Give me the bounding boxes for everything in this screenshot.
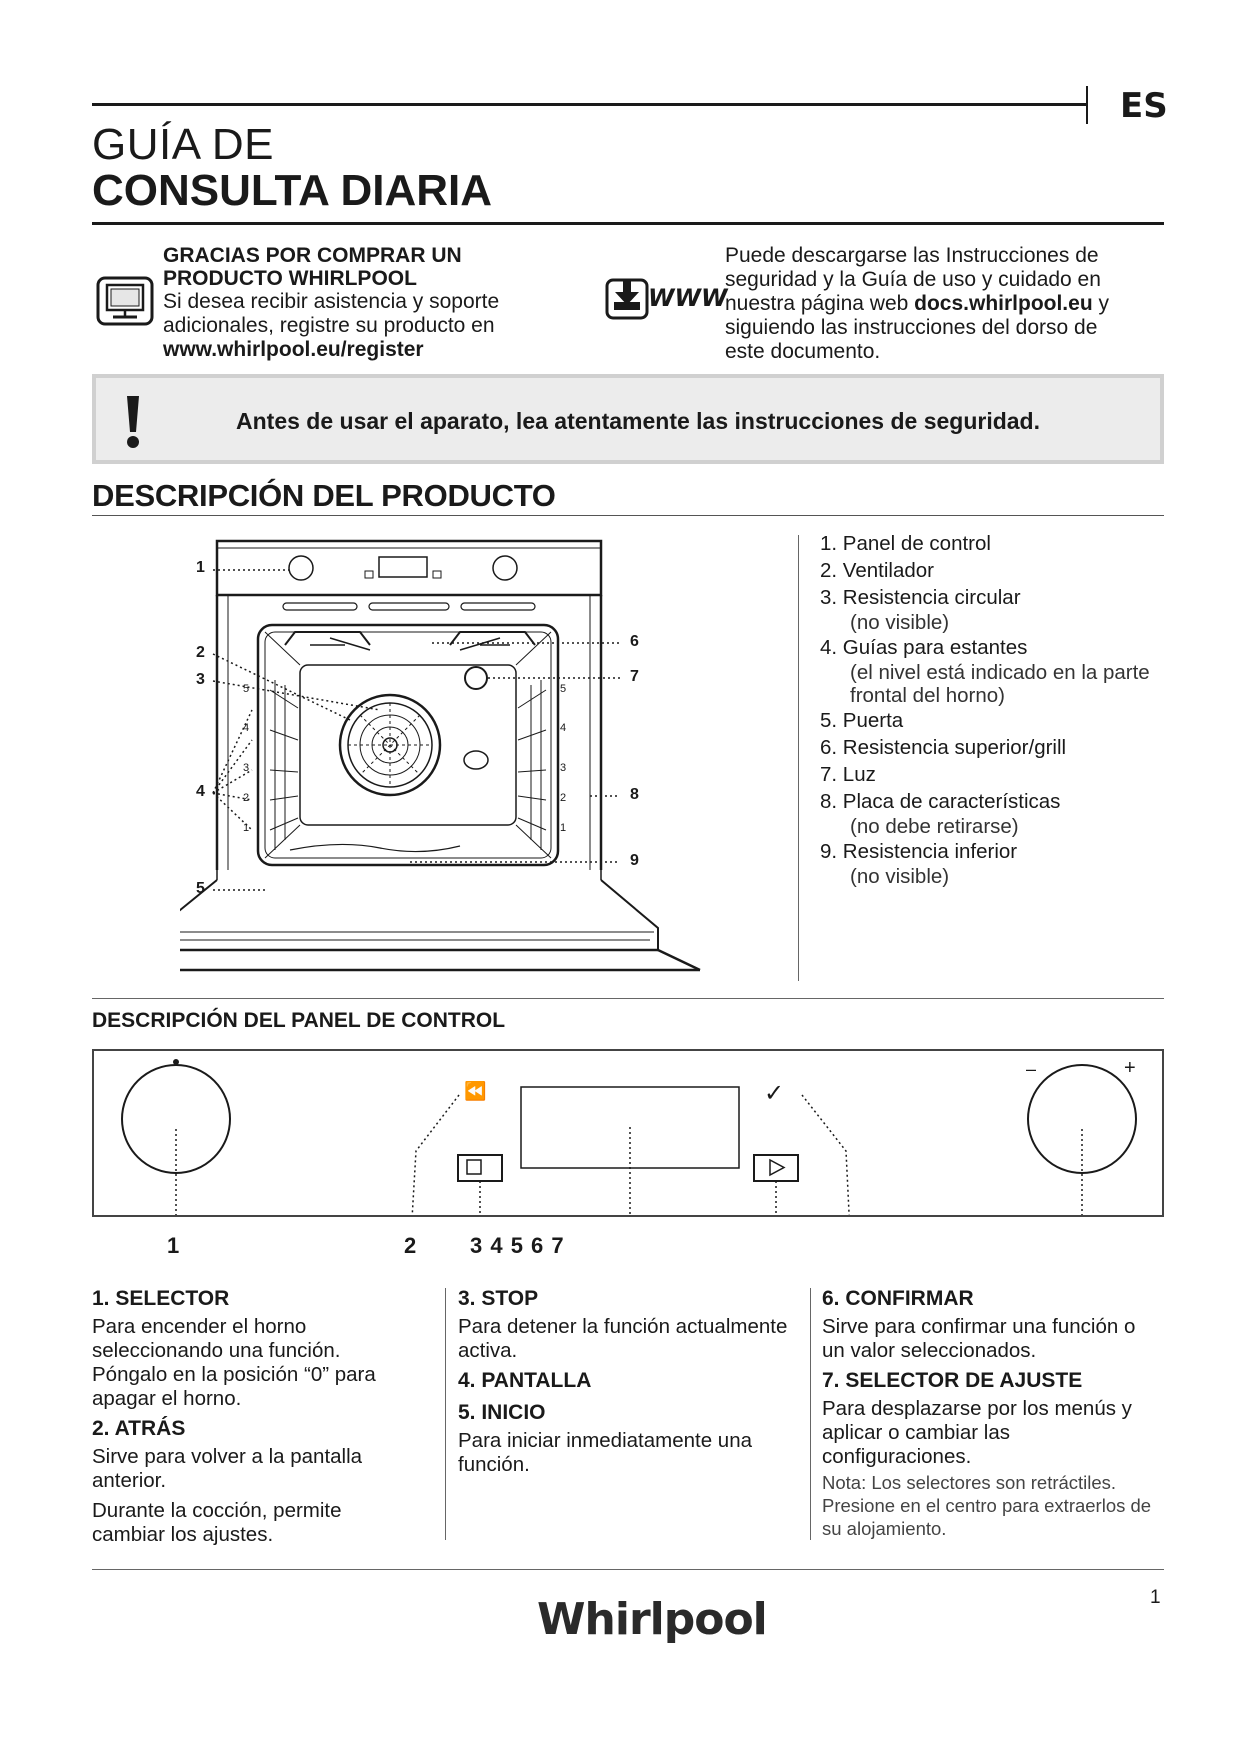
legend-item-7: 7. Luz	[820, 763, 876, 786]
header-rule	[92, 103, 1086, 106]
legend-item-1: 1. Panel de control	[820, 532, 991, 555]
register-heading-2: PRODUCTO WHIRLPOOL	[163, 267, 417, 290]
www-label: WWW	[648, 284, 728, 312]
description-column-3	[822, 1287, 1162, 1540]
confirm-text: Sirve para confirmar una función o un valor seleccionados.	[822, 1315, 1136, 1362]
component-legend	[820, 530, 1160, 888]
register-heading-1: GRACIAS POR COMPRAR UN	[163, 244, 462, 267]
shelf-level-left-3: 3	[243, 762, 250, 774]
shelf-level-right-5: 5	[560, 683, 567, 695]
download-text-1: Puede descargarse las Instrucciones de	[725, 244, 1099, 267]
download-section	[725, 244, 1155, 364]
brand-logo: Whirlpool	[537, 1594, 767, 1645]
shelf-level-right-1: 1	[560, 822, 567, 834]
legend-item-3-note: (no visible)	[850, 611, 950, 634]
legend-item-9-note: (no visible)	[850, 865, 950, 888]
callout-1: 1	[196, 559, 205, 576]
panel-callout-3-7: 3 4 5 6 7	[470, 1233, 565, 1258]
legend-item-2: 2. Ventilador	[820, 559, 934, 582]
download-text-2: seguridad y la Guía de uso y cuidado en	[725, 268, 1101, 291]
start-heading: 5. INICIO	[458, 1401, 546, 1424]
description-column-1	[92, 1287, 412, 1553]
page-number: 1	[1150, 1587, 1161, 1608]
exclamation-icon	[126, 396, 140, 450]
back-text: Sirve para volver a la pantalla anterior.	[92, 1445, 363, 1492]
display-heading: 4. PANTALLA	[458, 1369, 592, 1392]
confirm-heading: 6. CONFIRMAR	[822, 1287, 974, 1310]
stop-heading: 3. STOP	[458, 1287, 539, 1310]
callout-8: 8	[630, 786, 639, 803]
column-divider-2	[810, 1288, 811, 1540]
adjust-selector-heading: 7. SELECTOR DE AJUSTE	[822, 1369, 1083, 1392]
legend-item-8-note: (no debe retirarse)	[850, 815, 1019, 838]
page-title-line1: GUÍA DE	[92, 120, 274, 169]
check-icon[interactable]: ✓	[764, 1079, 785, 1107]
callout-9: 9	[630, 852, 639, 869]
legend-item-9: 9. Resistencia inferior	[820, 840, 1018, 863]
start-text: Para iniciar inmediatamente una función.	[458, 1429, 752, 1476]
shelf-level-right-4: 4	[560, 722, 567, 734]
callout-7: 7	[630, 668, 639, 685]
legend-item-8: 8. Placa de características	[820, 790, 1061, 813]
register-text-1: Si desea recibir asistencia y soporte	[163, 290, 500, 313]
panel-callout-2: 2	[404, 1233, 417, 1258]
register-section	[163, 244, 563, 362]
retractable-note: Nota: Los selectores son retráctiles. Presione en el centro para extraerlos de su alojamiento.	[822, 1472, 1152, 1539]
oven-diagram	[180, 530, 720, 986]
selector-text: Para encender el horno seleccionando una función. Póngalo en la posición “0” para apagar el horno.	[92, 1315, 376, 1410]
shelf-level-left-5: 5	[243, 683, 250, 695]
download-text-3a: nuestra página web	[725, 292, 915, 315]
minus-label: –	[1026, 1059, 1037, 1079]
control-panel-diagram	[92, 1049, 1164, 1217]
back-text-2: Durante la cocción, permite cambiar los ajustes.	[92, 1499, 342, 1546]
plus-label: +	[1124, 1057, 1136, 1079]
stop-text: Para detener la función actualmente activa.	[458, 1315, 788, 1362]
legend-item-4-note2: frontal del horno)	[850, 684, 1005, 707]
register-link[interactable]: www.whirlpool.eu/register	[163, 338, 424, 361]
docs-link[interactable]: docs.whirlpool.eu	[914, 292, 1093, 315]
download-text-3	[725, 292, 1155, 316]
shelf-level-left-4: 4	[243, 722, 250, 734]
legend-item-4: 4. Guías para estantes	[820, 636, 1028, 659]
callout-4: 4	[196, 783, 205, 800]
legend-item-5: 5. Puerta	[820, 709, 904, 732]
download-text-5: este documento.	[725, 340, 881, 363]
legend-divider	[798, 535, 799, 981]
header-tick	[1086, 86, 1088, 124]
product-bottom-rule	[92, 998, 1164, 999]
footer-rule	[92, 1569, 1164, 1570]
callout-5: 5	[196, 880, 205, 897]
download-text-4: siguiendo las instrucciones del dorso de	[725, 316, 1098, 339]
legend-item-4-note: (el nivel está indicado en la parte	[850, 661, 1150, 684]
download-www-icon	[604, 276, 728, 324]
shelf-level-right-3: 3	[560, 762, 567, 774]
register-text-2: adicionales, registre su producto en	[163, 314, 495, 337]
callout-2: 2	[196, 644, 205, 661]
page-title-line2: CONSULTA DIARIA	[92, 166, 493, 215]
product-rule	[92, 515, 1164, 516]
callout-6: 6	[630, 633, 639, 650]
computer-monitor-icon	[96, 276, 154, 326]
legend-item-3: 3. Resistencia circular	[820, 586, 1021, 609]
legend-item-6: 6. Resistencia superior/grill	[820, 736, 1067, 759]
panel-callout-1: 1	[167, 1233, 180, 1258]
language-code: ES	[1120, 86, 1168, 126]
shelf-level-left-2: 2	[243, 792, 250, 804]
product-heading: DESCRIPCIÓN DEL PRODUCTO	[92, 478, 556, 513]
back-button-icon[interactable]: ⏪	[464, 1081, 487, 1102]
description-column-2	[458, 1287, 788, 1483]
column-divider-1	[445, 1288, 446, 1540]
adjust-selector-text: Para desplazarse por los menús y aplicar o cambiar las configuraciones.	[822, 1397, 1132, 1468]
panel-heading: DESCRIPCIÓN DEL PANEL DE CONTROL	[92, 1009, 506, 1032]
download-text-3b: y	[1092, 292, 1109, 315]
shelf-level-left-1: 1	[243, 822, 250, 834]
selector-heading: 1. SELECTOR	[92, 1287, 230, 1310]
back-heading: 2. ATRÁS	[92, 1417, 186, 1440]
callout-3: 3	[196, 671, 205, 688]
title-rule	[92, 222, 1164, 225]
safety-warning-box	[92, 374, 1164, 464]
shelf-level-right-2: 2	[560, 792, 567, 804]
safety-warning-text: Antes de usar el aparato, lea atentamente las instrucciones de seguridad.	[236, 408, 1041, 434]
